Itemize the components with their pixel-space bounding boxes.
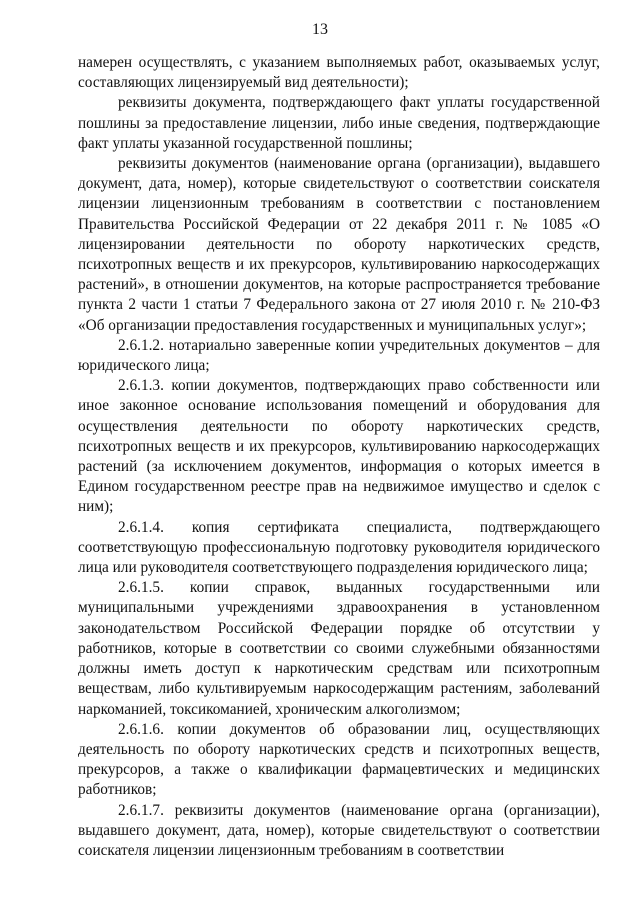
paragraph-licensing-requirements-details: реквизиты документов (наименование органа (организации), выдавшего документ, дата, номер), которые свидетельствуют о соответствии соискателя лицензии лицензионным требованиям в соответствии с постановлением Правительства Российской Федерации от 22 декабря 2011 г. № 1085 «О лицензировании деятельности по обороту наркотических средств, психотропных веществ и их прекурсоров, культивированию наркосодержащих растений», в отношении документов, на которые распространяется требование пункта 2 части 1 статьи 7 Федерального закона от 27 июля 2010 г. № 210-ФЗ «Об организации предоставления государственных и муниципальных услуг»; <box>78 155 600 334</box>
paragraph-2-6-1-4: 2.6.1.4. копия сертификата специалиста, подтверждающего соответствующую профессиональную подготовку руководителя юридического лица или руководителя соответствующего подразделения юридического лица; <box>78 518 600 577</box>
paragraph-2-6-1-7: 2.6.1.7. реквизиты документов (наименование органа (организации), выдавшего документ, дата, номер), которые свидетельствуют о соответствии соискателя лицензии лицензионным требованиям в соответствии <box>78 801 600 859</box>
paragraph-2-6-1-2: 2.6.1.2. нотариально заверенные копии учредительных документов – для юридического лица; <box>78 336 600 375</box>
paragraph-2-6-1-3: 2.6.1.3. копии документов, подтверждающих право собственности или иное законное основание использования помещений и оборудования для осуществления деятельности по обороту наркотических средств, психотропных веществ и их прекурсоров, культивированию наркосодержащих растений (за исключением документов, информация о которых имеется в Едином государственном реестре прав на недвижимое имущество и сделок с ним); <box>78 377 600 516</box>
document-body <box>78 53 600 861</box>
paragraph-continuation: намерен осуществлять, с указанием выполняемых работ, оказываемых услуг, составляющих лицензируемый вид деятельности); <box>78 54 600 92</box>
page-number: 13 <box>312 21 328 38</box>
paragraph-2-6-1-6: 2.6.1.6. копии документов об образовании лиц, осуществляющих деятельность по обороту наркотических средств и психотропных веществ, прекурсоров, а также о квалификации фармацевтических и медицинских работников; <box>78 720 600 799</box>
paragraph-2-6-1-5: 2.6.1.5. копии справок, выданных государственными или муниципальными учреждениями здравоохранения в установленном законодательством Российской Федерации порядке об отсутствии у работников, которые в соответствии со своими служебными обязанностями должны иметь доступ к наркотическим средствам или психотропным веществам, либо культивируемым наркосодержащим растениям, заболеваний наркоманией, токсикоманией, хроническим алкоголизмом; <box>78 579 600 718</box>
paragraph-fee-payment-details: реквизиты документа, подтверждающего факт уплаты государственной пошлины за предоставление лицензии, либо иные сведения, подтверждающие факт уплаты указанной государственной пошлины; <box>78 94 600 152</box>
